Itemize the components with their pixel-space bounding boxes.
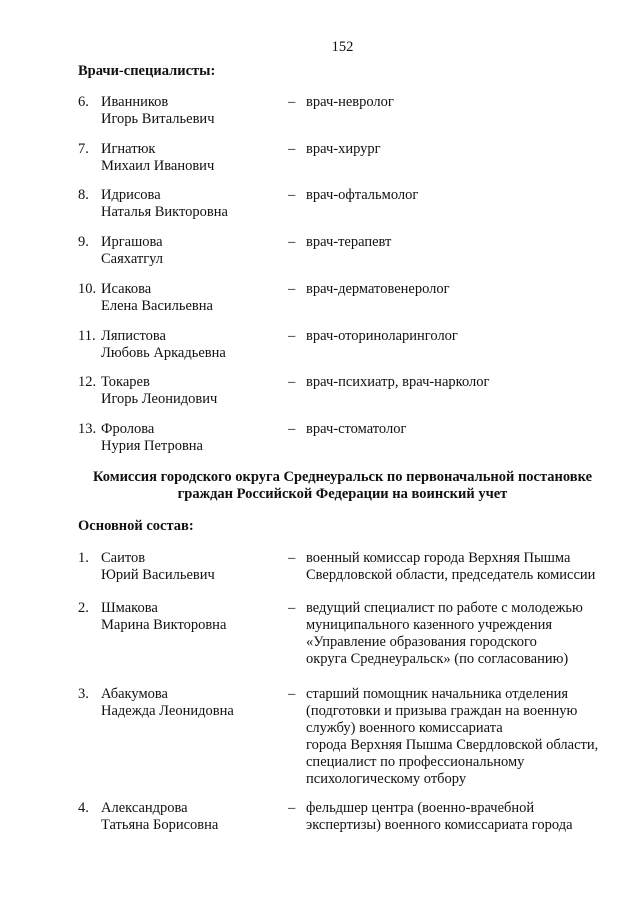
position-line: психологическому отбору <box>306 771 467 787</box>
given-names: Наталья Викторовна <box>101 204 228 220</box>
position-line: (подготовки и призыва граждан на военную <box>306 703 578 719</box>
main-composition-heading: Основной состав: <box>78 518 194 534</box>
given-names: Марина Викторовна <box>101 617 227 633</box>
dash: – <box>288 686 296 702</box>
position-line: Свердловской области, председатель комиссии <box>306 567 596 583</box>
item-number: 8. <box>78 187 89 203</box>
given-names: Нурия Петровна <box>101 438 203 454</box>
position-text <box>306 686 626 788</box>
commission-title-line: Комиссия городского округа Среднеуральск по первоначальной постановке <box>92 469 593 485</box>
position-text <box>306 328 626 345</box>
surname: Токарев <box>101 374 150 390</box>
item-number: 4. <box>78 800 89 816</box>
given-names: Игорь Леонидович <box>101 391 218 407</box>
surname: Исакова <box>101 281 152 297</box>
position-text <box>306 141 626 158</box>
position-line: врач-дерматовенеролог <box>306 281 450 297</box>
item-number: 11. <box>78 328 96 344</box>
surname: Игнатюк <box>101 141 156 157</box>
surname: Абакумова <box>101 686 168 702</box>
surname: Иванников <box>101 94 169 110</box>
person-name <box>101 187 291 221</box>
position-text <box>306 374 626 391</box>
dash: – <box>288 94 296 110</box>
position-line: города Верхняя Пышма Свердловской области, <box>306 737 599 753</box>
item-number: 3. <box>78 686 89 702</box>
position-text <box>306 600 626 668</box>
position-line: ведущий специалист по работе с молодежью <box>306 600 583 616</box>
commission-title-line: граждан Российской Федерации на воинский учет <box>177 486 508 502</box>
person-name <box>101 374 291 408</box>
commission-title <box>60 469 625 503</box>
given-names: Надежда Леонидовна <box>101 703 234 719</box>
person-name <box>101 234 291 268</box>
dash: – <box>288 550 296 566</box>
position-line: врач-оториноларинголог <box>306 328 458 344</box>
position-line: экспертизы) военного комиссариата города <box>306 817 573 833</box>
specialists-heading: Врачи-специалисты: <box>78 63 216 79</box>
position-text <box>306 187 626 204</box>
position-line: «Управление образования городского <box>306 634 537 650</box>
item-number: 1. <box>78 550 89 566</box>
surname: Иргашова <box>101 234 163 250</box>
given-names: Михаил Иванович <box>101 158 215 174</box>
position-line: специалист по профессиональному <box>306 754 525 770</box>
dash: – <box>288 187 296 203</box>
item-number: 9. <box>78 234 89 250</box>
surname: Ляпистова <box>101 328 166 344</box>
item-number: 2. <box>78 600 89 616</box>
person-name <box>101 600 291 634</box>
person-name <box>101 141 291 175</box>
position-text <box>306 281 626 298</box>
surname: Идрисова <box>101 187 161 203</box>
dash: – <box>288 421 296 437</box>
item-number: 6. <box>78 94 89 110</box>
person-name <box>101 328 291 362</box>
position-line: службу) военного комиссариата <box>306 720 503 736</box>
given-names: Саяхатгул <box>101 251 164 267</box>
item-number: 13. <box>78 421 97 437</box>
dash: – <box>288 374 296 390</box>
position-line: врач-стоматолог <box>306 421 407 437</box>
position-line: военный комиссар города Верхняя Пышма <box>306 550 571 566</box>
position-line: врач-невролог <box>306 94 394 110</box>
dash: – <box>288 234 296 250</box>
position-line: старший помощник начальника отделения <box>306 686 569 702</box>
position-line: муниципального казенного учреждения <box>306 617 553 633</box>
person-name <box>101 686 291 720</box>
person-name <box>101 421 291 455</box>
position-text <box>306 550 626 584</box>
item-number: 7. <box>78 141 89 157</box>
position-line: фельдшер центра (военно-врачебной <box>306 800 535 816</box>
item-number: 10. <box>78 281 97 297</box>
position-line: врач-офтальмолог <box>306 187 419 203</box>
given-names: Юрий Васильевич <box>101 567 215 583</box>
surname: Александрова <box>101 800 188 816</box>
surname: Шмакова <box>101 600 158 616</box>
surname: Фролова <box>101 421 155 437</box>
given-names: Татьяна Борисовна <box>101 817 219 833</box>
position-line: округа Среднеуральск» (по согласованию) <box>306 651 569 667</box>
dash: – <box>288 600 296 616</box>
person-name <box>101 281 291 315</box>
position-text <box>306 421 626 438</box>
dash: – <box>288 281 296 297</box>
position-text <box>306 800 626 834</box>
person-name <box>101 800 291 834</box>
position-line: врач-хирург <box>306 141 381 157</box>
item-number: 12. <box>78 374 97 390</box>
dash: – <box>288 328 296 344</box>
person-name <box>101 94 291 128</box>
given-names: Елена Васильевна <box>101 298 213 314</box>
person-name <box>101 550 291 584</box>
position-line: врач-терапевт <box>306 234 392 250</box>
position-text <box>306 234 626 251</box>
position-line: врач-психиатр, врач-нарколог <box>306 374 490 390</box>
given-names: Любовь Аркадьевна <box>101 345 226 361</box>
surname: Саитов <box>101 550 146 566</box>
position-text <box>306 94 626 111</box>
dash: – <box>288 141 296 157</box>
page-number: 152 <box>331 39 354 55</box>
given-names: Игорь Витальевич <box>101 111 215 127</box>
dash: – <box>288 800 296 816</box>
